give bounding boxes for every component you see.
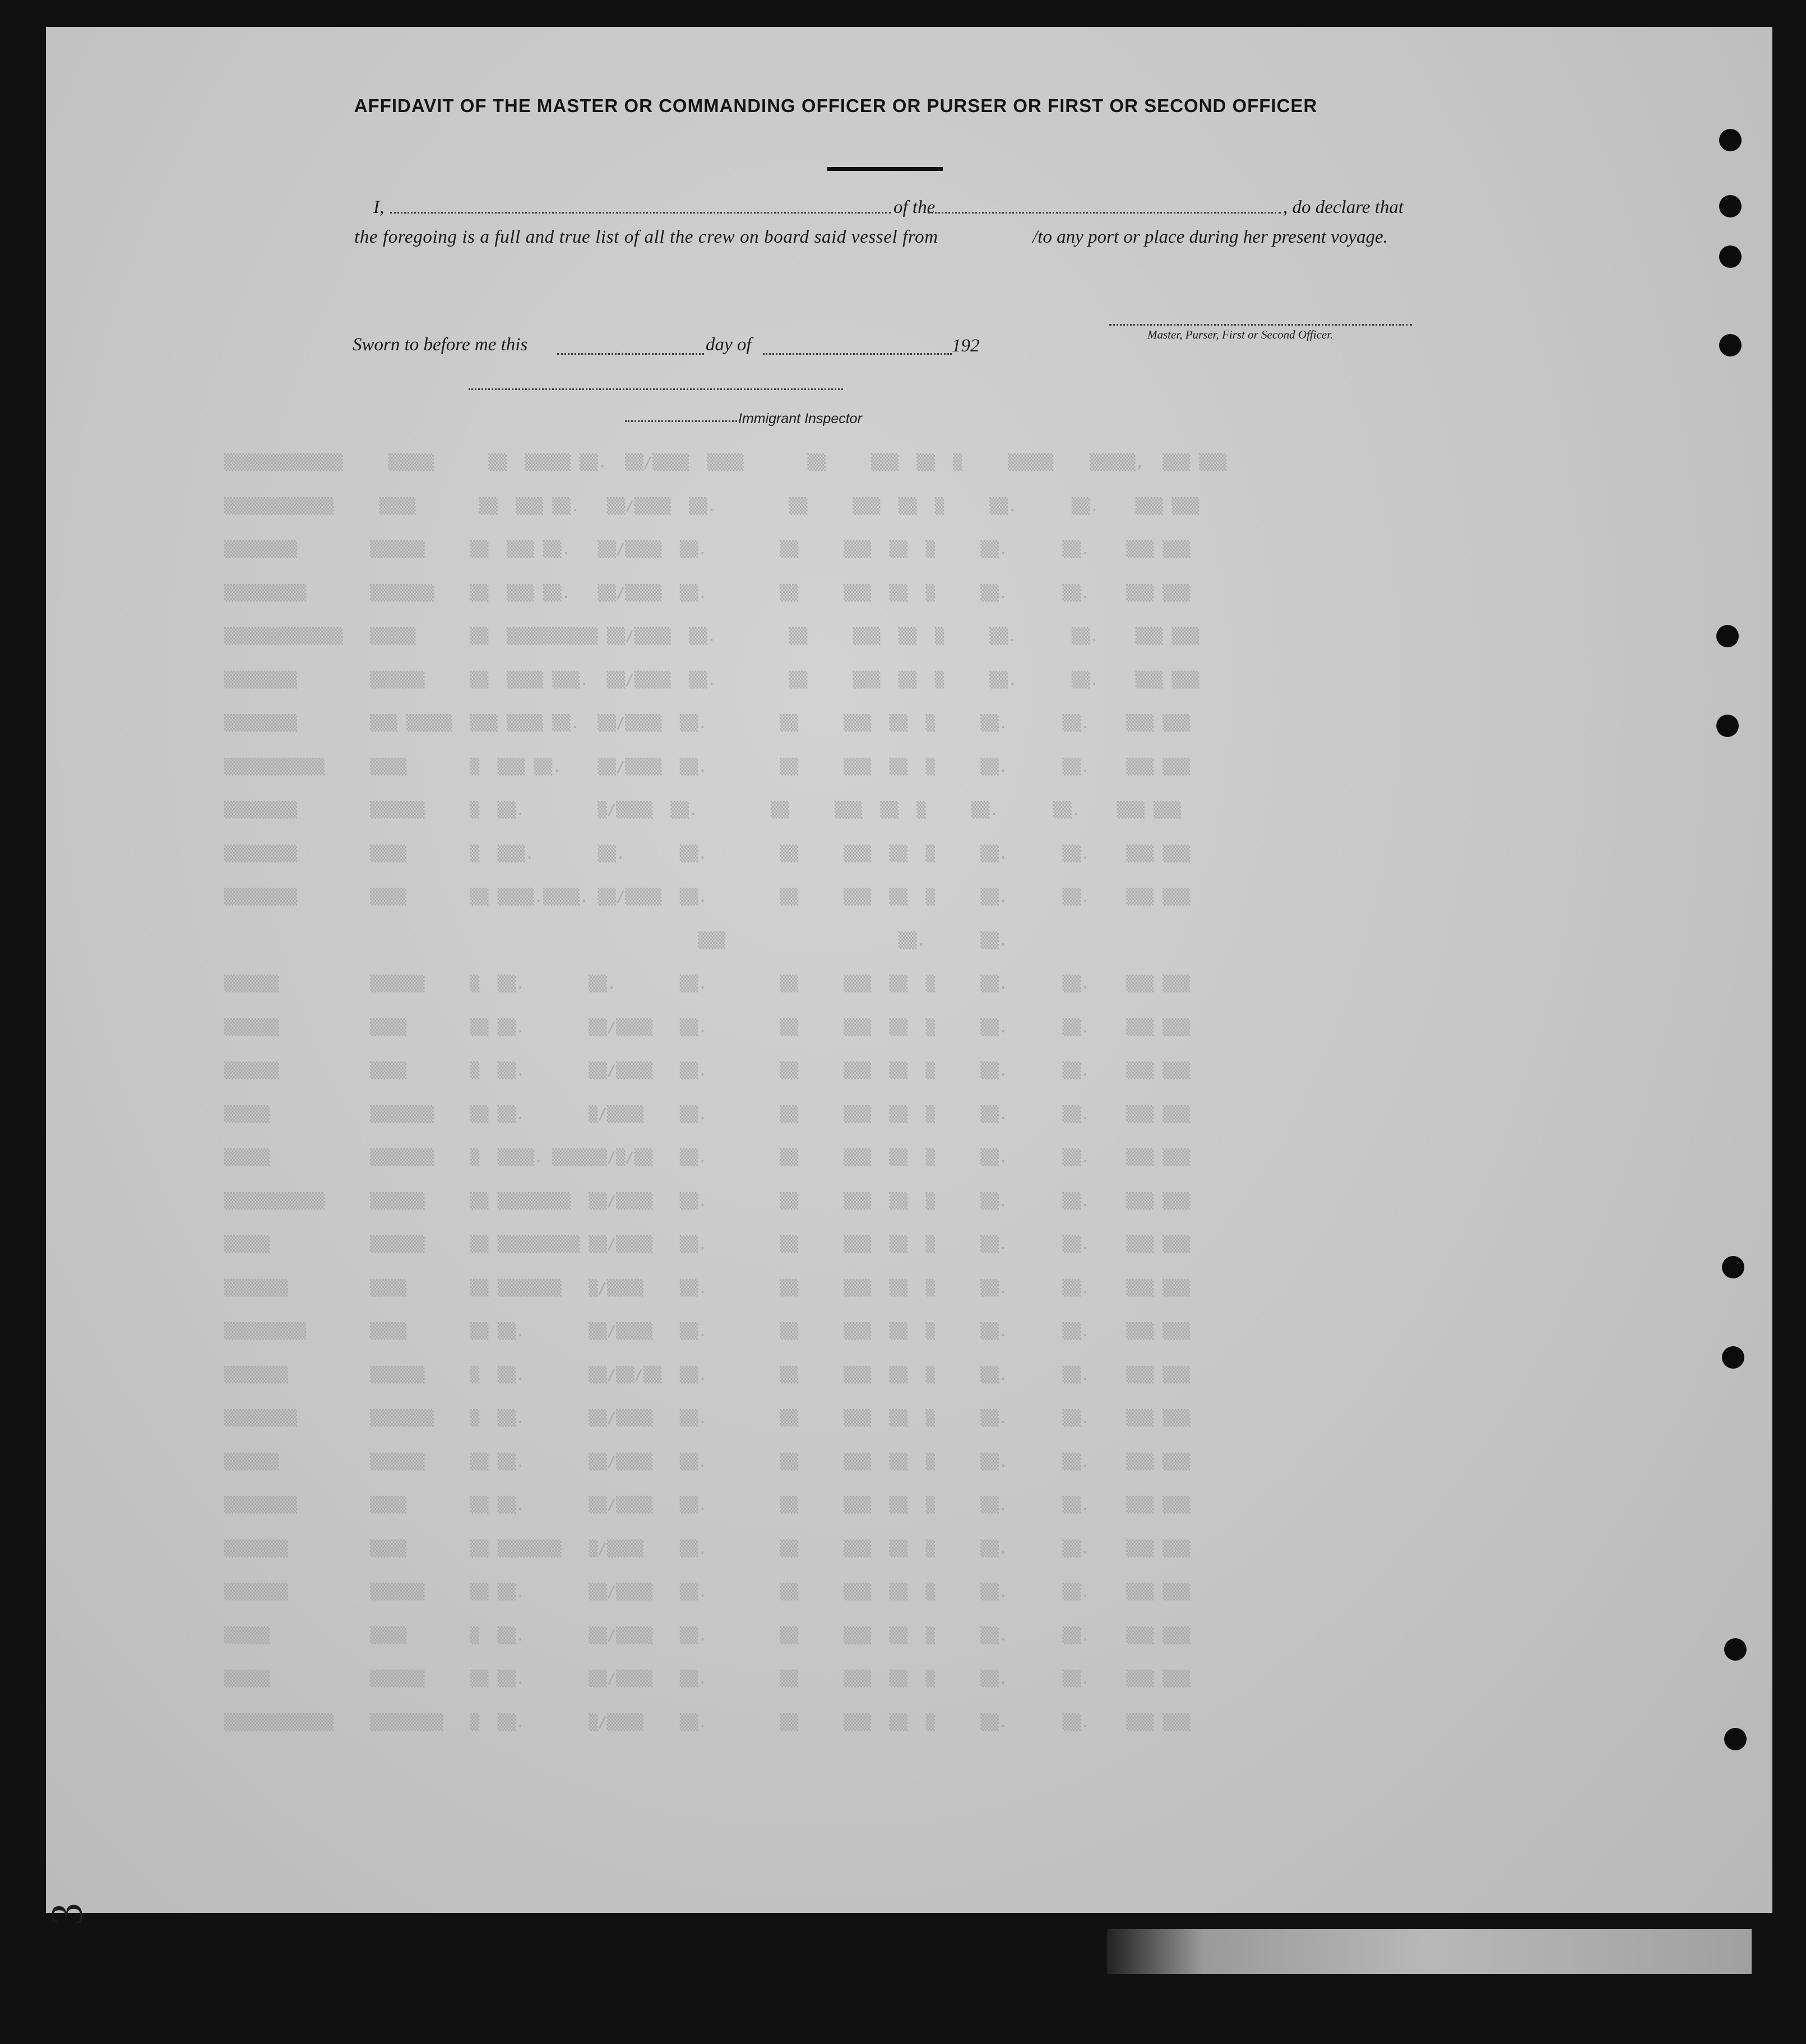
vessel-name-line	[928, 212, 1281, 214]
punch-hole	[1719, 245, 1742, 268]
affidavit-declare-label: , do declare that	[1283, 197, 1404, 217]
handwritten-margin-mark: 3	[42, 1903, 92, 1926]
punch-hole	[1724, 1638, 1747, 1661]
sworn-day-line	[557, 353, 704, 355]
punch-hole	[1719, 334, 1742, 356]
inspector-name-line	[625, 420, 737, 422]
bleed-through-text: ▒▒▒▒▒▒▒▒▒▒▒▒▒ ▒▒▒▒▒ ▒▒ ▒▒▒▒▒ ▒▒. ▒▒/▒▒▒▒ ▒▒▒▒ ▒▒ ▒▒▒ ▒▒ ▒ ▒▒▒▒▒ ▒▒▒▒▒, ▒▒▒ ▒▒▒ ▒▒▒▒▒▒▒▒▒▒▒▒ ▒▒▒▒ ▒▒ ▒▒▒ ▒▒. ▒▒/▒▒▒▒ ▒▒. ▒▒ ▒▒▒ ▒▒ ▒ ▒▒. ▒▒. ▒▒▒ ▒▒▒ ▒▒▒▒▒▒▒▒ ▒▒▒▒▒▒ ▒▒ ▒▒▒ ▒▒. ▒▒/▒▒▒▒ ▒▒. ▒▒ ▒▒▒ ▒▒ ▒ ▒▒. ▒▒. ▒▒▒ ▒▒▒ ▒▒▒▒▒▒▒▒▒ ▒▒▒▒▒▒▒ ▒▒ ▒▒▒ ▒▒. ▒▒/▒▒▒▒ ▒▒. ▒▒ ▒▒▒ ▒▒ ▒ ▒▒. ▒▒. ▒▒▒ ▒▒▒ ▒▒▒▒▒▒▒▒▒▒▒▒▒ ▒▒▒▒▒ ▒▒ ▒▒▒▒▒▒▒▒▒▒ ▒▒/▒▒▒▒ ▒▒. ▒▒ ▒▒▒ ▒▒ ▒ ▒▒. ▒▒. ▒▒▒ ▒▒▒ ▒▒▒▒▒▒▒▒ ▒▒▒▒▒▒ ▒▒ ▒▒▒▒ ▒▒▒. ▒▒/▒▒▒▒ ▒▒. ▒▒ ▒▒▒ ▒▒ ▒ ▒▒. ▒▒. ▒▒▒ ▒▒▒ ▒▒▒▒▒▒▒▒ ▒▒▒ ▒▒▒▒▒ ▒▒▒ ▒▒▒▒ ▒▒. ▒▒/▒▒▒▒ ▒▒. ▒▒ ▒▒▒ ▒▒ ▒ ▒▒. ▒▒. ▒▒▒ ▒▒▒ ▒▒▒▒▒▒▒▒▒▒▒ ▒▒▒▒ ▒ ▒▒▒ ▒▒. ▒▒/▒▒▒▒ ▒▒. ▒▒ ▒▒▒ ▒▒ ▒ ▒▒. ▒▒. ▒▒▒ ▒▒▒ ▒▒▒▒▒▒▒▒ ▒▒▒▒▒▒ ▒ ▒▒. ▒/▒▒▒▒ ▒▒. ▒▒ ▒▒▒ ▒▒ ▒ ▒▒. ▒▒. ▒▒▒ ▒▒▒ ▒▒▒▒▒▒▒▒ ▒▒▒▒ ▒ ▒▒▒. ▒▒. ▒▒. ▒▒ ▒▒▒ ▒▒ ▒ ▒▒. ▒▒. ▒▒▒ ▒▒▒ ▒▒▒▒▒▒▒▒ ▒▒▒▒ ▒▒ ▒▒▒▒.▒▒▒▒. ▒▒/▒▒▒▒ ▒▒. ▒▒ ▒▒▒ ▒▒ ▒ ▒▒. ▒▒. ▒▒▒ ▒▒▒ ▒▒▒ ▒▒. ▒▒. ▒▒▒▒▒▒ ▒▒▒▒▒▒ ▒ ▒▒. ▒▒. ▒▒. ▒▒ ▒▒▒ ▒▒ ▒ ▒▒. ▒▒. ▒▒▒ ▒▒▒ ▒▒▒▒▒▒ ▒▒▒▒ ▒▒ ▒▒. ▒▒/▒▒▒▒ ▒▒. ▒▒ ▒▒▒ ▒▒ ▒ ▒▒. ▒▒. ▒▒▒ ▒▒▒ ▒▒▒▒▒▒ ▒▒▒▒ ▒ ▒▒. ▒▒/▒▒▒▒ ▒▒. ▒▒ ▒▒▒ ▒▒ ▒ ▒▒. ▒▒. ▒▒▒ ▒▒▒ ▒▒▒▒▒ ▒▒▒▒▒▒▒ ▒▒ ▒▒. ▒/▒▒▒▒ ▒▒. ▒▒ ▒▒▒ ▒▒ ▒ ▒▒. ▒▒. ▒▒▒ ▒▒▒ ▒▒▒▒▒ ▒▒▒▒▒▒▒ ▒ ▒▒▒▒. ▒▒▒▒▒▒/▒/▒▒ ▒▒. ▒▒ ▒▒▒ ▒▒ ▒ ▒▒. ▒▒. ▒▒▒ ▒▒▒ ▒▒▒▒▒▒▒▒▒▒▒ ▒▒▒▒▒▒ ▒▒ ▒▒▒▒▒▒▒▒ ▒▒/▒▒▒▒ ▒▒. ▒▒ ▒▒▒ ▒▒ ▒ ▒▒. ▒▒. ▒▒▒ ▒▒▒ ▒▒▒▒▒ ▒▒▒▒▒▒ ▒▒ ▒▒▒▒▒▒▒▒▒ ▒▒/▒▒▒▒ ▒▒. ▒▒ ▒▒▒ ▒▒ ▒ ▒▒. ▒▒. ▒▒▒ ▒▒▒ ▒▒▒▒▒▒▒ ▒▒▒▒ ▒▒ ▒▒▒▒▒▒▒ ▒/▒▒▒▒ ▒▒. ▒▒ ▒▒▒ ▒▒ ▒ ▒▒. ▒▒. ▒▒▒ ▒▒▒ ▒▒▒▒▒▒▒▒▒ ▒▒▒▒ ▒▒ ▒▒. ▒▒/▒▒▒▒ ▒▒. ▒▒ ▒▒▒ ▒▒ ▒ ▒▒. ▒▒. ▒▒▒ ▒▒▒ ▒▒▒▒▒▒▒ ▒▒▒▒▒▒ ▒ ▒▒. ▒▒/▒▒/▒▒ ▒▒. ▒▒ ▒▒▒ ▒▒ ▒ ▒▒. ▒▒. ▒▒▒ ▒▒▒ ▒▒▒▒▒▒▒▒ ▒▒▒▒▒▒▒ ▒ ▒▒. ▒▒/▒▒▒▒ ▒▒. ▒▒ ▒▒▒ ▒▒ ▒ ▒▒. ▒▒. ▒▒▒ ▒▒▒ ▒▒▒▒▒▒ ▒▒▒▒▒▒ ▒▒ ▒▒. ▒▒/▒▒▒▒ ▒▒. ▒▒ ▒▒▒ ▒▒ ▒ ▒▒. ▒▒. ▒▒▒ ▒▒▒ ▒▒▒▒▒▒▒▒ ▒▒▒▒ ▒▒ ▒▒. ▒▒/▒▒▒▒ ▒▒. ▒▒ ▒▒▒ ▒▒ ▒ ▒▒. ▒▒. ▒▒▒ ▒▒▒ ▒▒▒▒▒▒▒ ▒▒▒▒ ▒▒ ▒▒▒▒▒▒▒ ▒/▒▒▒▒ ▒▒. ▒▒ ▒▒▒ ▒▒ ▒ ▒▒. ▒▒. ▒▒▒ ▒▒▒ ▒▒▒▒▒▒▒ ▒▒▒▒▒▒ ▒▒ ▒▒. ▒▒/▒▒▒▒ ▒▒. ▒▒ ▒▒▒ ▒▒ ▒ ▒▒. ▒▒. ▒▒▒ ▒▒▒ ▒▒▒▒▒ ▒▒▒▒ ▒ ▒▒. ▒▒/▒▒▒▒ ▒▒. ▒▒ ▒▒▒ ▒▒ ▒ ▒▒. ▒▒. ▒▒▒ ▒▒▒ ▒▒▒▒▒ ▒▒▒▒▒▒ ▒▒ ▒▒. ▒▒/▒▒▒▒ ▒▒. ▒▒ ▒▒▒ ▒▒ ▒ ▒▒. ▒▒. ▒▒▒ ▒▒▒ ▒▒▒▒▒▒▒▒▒▒▒▒ ▒▒▒▒▒▒▒▒ ▒ ▒▒. ▒/▒▒▒▒ ▒▒. ▒▒ ▒▒▒ ▒▒ ▒ ▒▒. ▒▒. ▒▒▒ ▒▒▒	[224, 454, 1227, 1731]
sworn-label: Sworn to before me this	[353, 335, 528, 355]
affidavit-i-label: I,	[373, 197, 385, 217]
officer-name-line	[390, 212, 891, 214]
punch-hole	[1716, 715, 1739, 737]
punch-hole	[1722, 1346, 1744, 1369]
affidavit-line-2a: the foregoing is a full and true list of all the crew on board said vessel from	[354, 227, 938, 247]
punch-hole	[1722, 1256, 1744, 1278]
affidavit-line-2b: /to any port or place during her present voyage.	[1032, 227, 1388, 247]
affidavit-of-the-label: of the	[893, 197, 936, 217]
signature-line	[1109, 324, 1412, 326]
inspector-signature-line	[469, 388, 843, 390]
title-underline	[827, 167, 943, 171]
year-label: 192	[952, 336, 980, 356]
signature-label: Master, Purser, First or Second Officer.	[1147, 328, 1333, 341]
day-of-label: day of	[706, 335, 752, 355]
sworn-month-line	[763, 353, 952, 355]
lower-page-edge	[1107, 1929, 1752, 1974]
inspector-label: Immigrant Inspector	[738, 411, 862, 427]
punch-hole	[1719, 195, 1742, 217]
punch-hole	[1719, 129, 1742, 151]
affidavit-title: AFFIDAVIT OF THE MASTER OR COMMANDING OFFICER OR PURSER OR FIRST OR SECOND OFFICER	[354, 95, 1318, 116]
punch-hole	[1716, 625, 1739, 647]
punch-hole	[1724, 1728, 1747, 1750]
